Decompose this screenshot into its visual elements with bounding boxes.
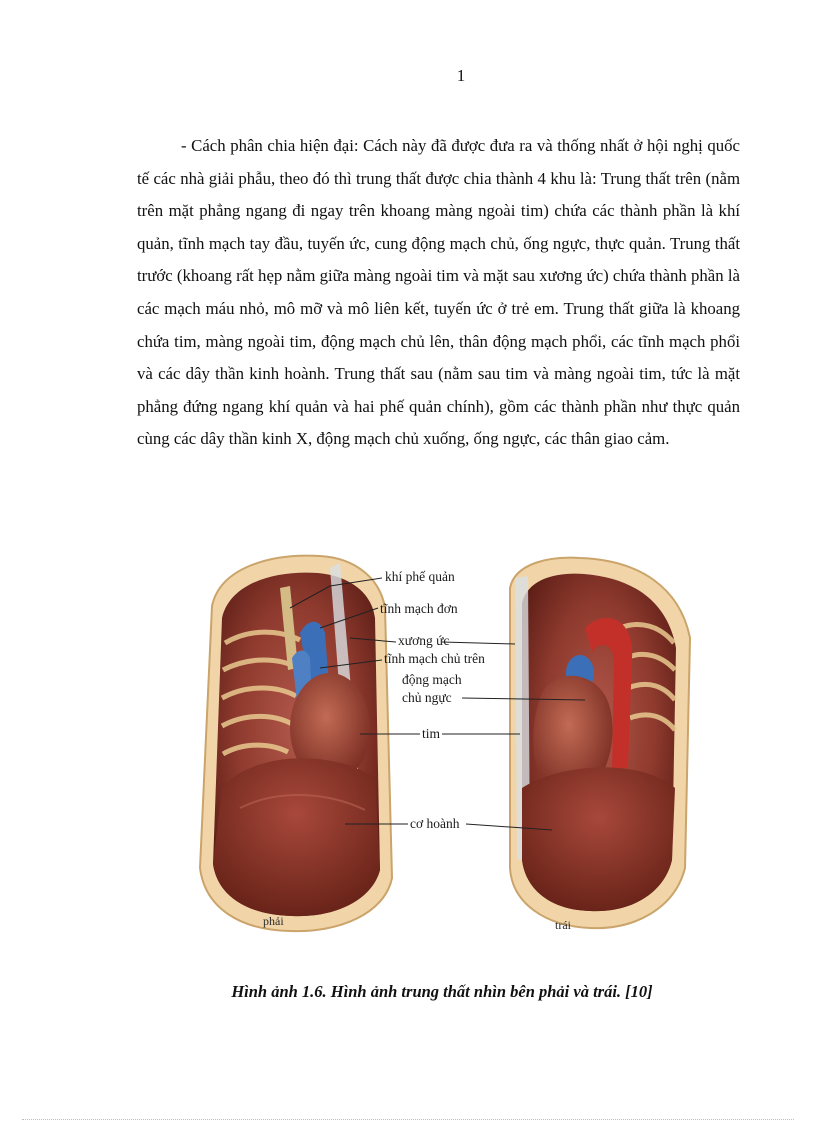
label-side-right: phải [263, 914, 284, 928]
anatomy-illustration [180, 548, 700, 948]
mediastinum-figure [180, 548, 700, 948]
label-azygos-vein: tĩnh mạch đơn [380, 601, 458, 616]
label-svc: tĩnh mạch chủ trên [384, 651, 485, 666]
label-aorta-line2: chủ ngực [402, 690, 452, 705]
label-heart: tim [422, 726, 441, 741]
label-sternum: xương ức [398, 633, 450, 648]
label-side-left: trái [555, 918, 571, 932]
right-side-thorax [200, 556, 392, 932]
footer-divider [22, 1119, 794, 1120]
label-bronchus: khí phế quản [385, 569, 455, 584]
left-side-thorax [510, 558, 690, 928]
figure-caption: Hình ảnh 1.6. Hình ảnh trung thất nhìn bên phải và trái. [10] [231, 982, 653, 1001]
page-number: 1 [456, 66, 466, 85]
body-paragraph [137, 130, 740, 456]
label-aorta-line1: động mạch [402, 672, 462, 687]
paragraph-text: - Cách phân chia hiện đại: Cách này đã được đưa ra và thống nhất ở hội nghị quốc tế các nhà giải phẫu, theo đó thì trung thất được chia thành 4 khu là: Trung thất trên (nằm trên mặt phẳng ngang đi ngay trên khoang màng ngoài tim) chứa các thành phần là khí quản, tĩnh mạch tay đầu, tuyến ức, cung động mạch chủ, ống ngực, thực quản. Trung thất trước (khoang rất hẹp nằm giữa màng ngoài tim và mặt sau xương ức) chứa thành phần là các mạch máu nhỏ, mô mỡ và mô liên kết, tuyến ức ở trẻ em. Trung thất giữa là khoang chứa tim, màng ngoài tim, động mạch chủ lên, thân động mạch phổi, các tĩnh mạch phổi và các dây thần kinh hoành. Trung thất sau (nằm sau tim và màng ngoài tim, tức là mặt phẳng đứng ngang khí quản và hai phế quản chính), gồm các thành phần như thực quản cùng các dây thần kinh X, động mạch chủ xuống, ống ngực, các thân giao cảm. [137, 136, 740, 449]
label-diaphragm: cơ hoành [410, 816, 460, 831]
